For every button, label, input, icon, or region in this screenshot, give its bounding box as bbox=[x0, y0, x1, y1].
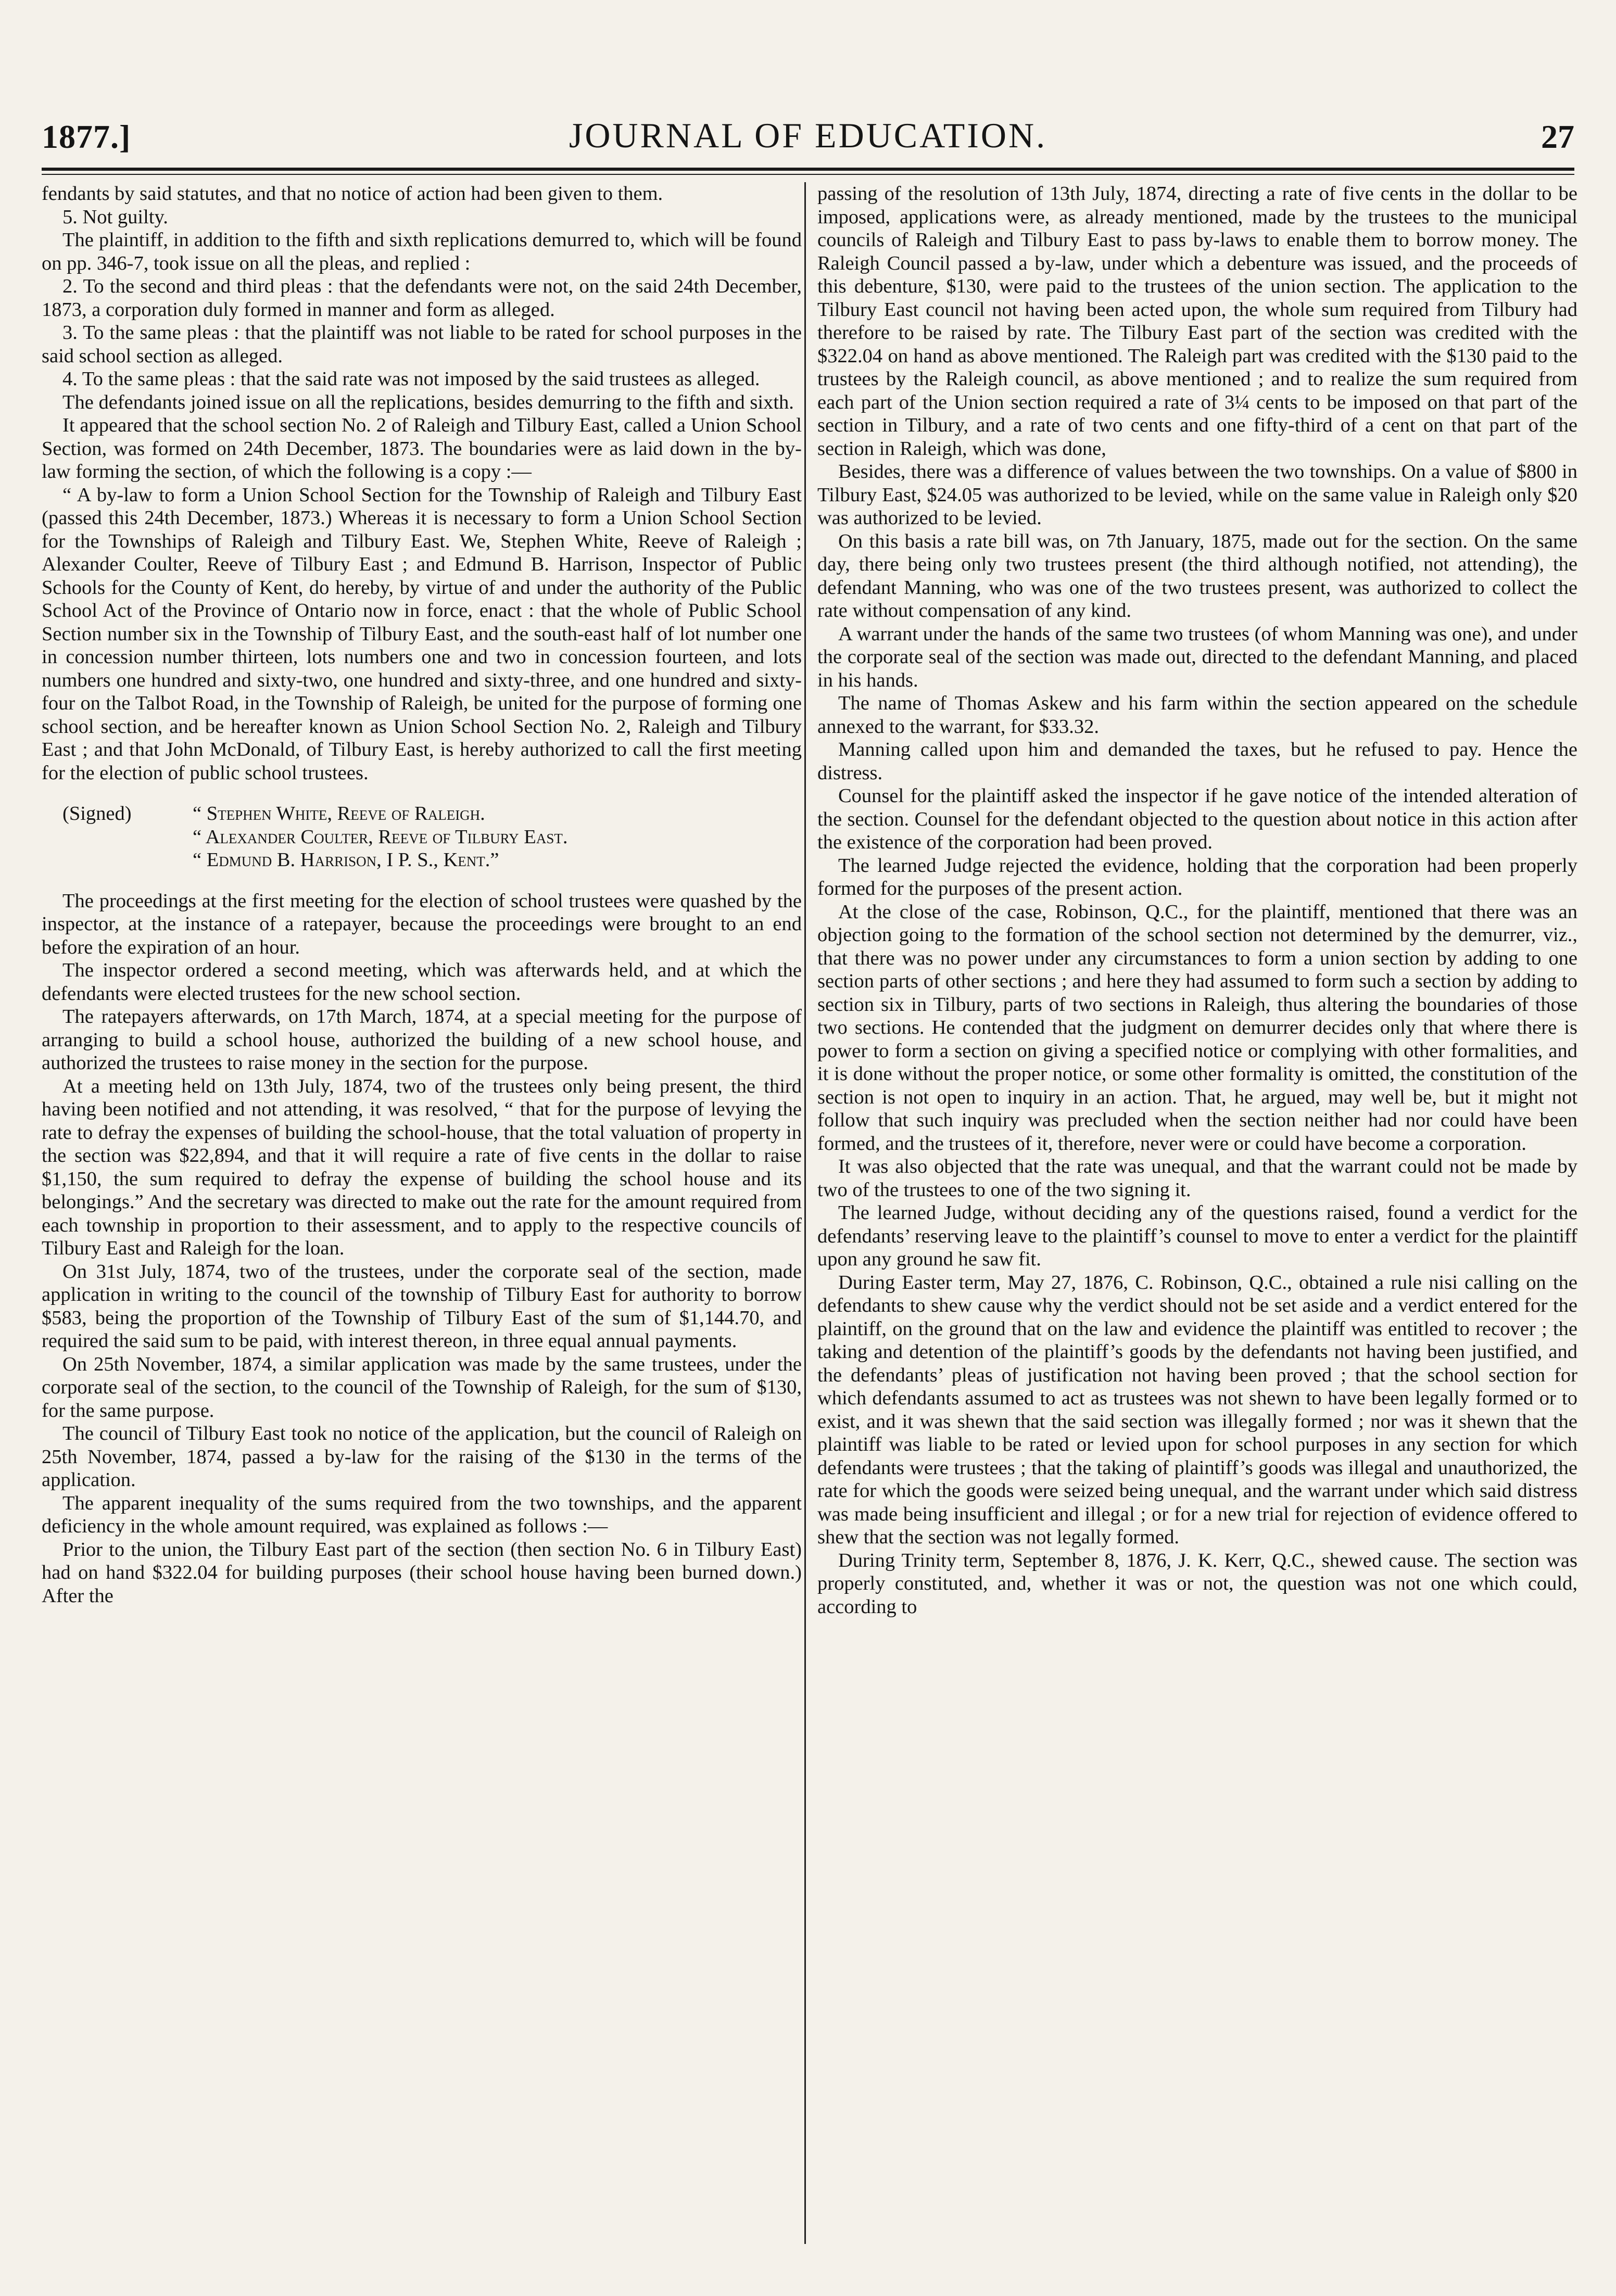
paragraph: The name of Thomas Askew and his farm within the section appeared on the schedule annexed to the warrant, for $33.32. bbox=[817, 692, 1577, 738]
paragraph: 2. To the second and third pleas : that the defendants were not, on the said 24th December, 1873, a corporation duly formed in manner and form as alleged. bbox=[42, 275, 802, 321]
right-column bbox=[817, 182, 1577, 2244]
paragraph: The ratepayers afterwards, on 17th March, 1874, at a special meeting for the purpose of arranging to build a school house, authorized the building of a new school house, and authorized the trustees to raise money in the section for the purpose. bbox=[42, 1006, 802, 1074]
paragraph: The learned Judge, without deciding any of the questions raised, found a verdict for the defendants’ reserving leave to the plaintiff’s counsel to move to enter a verdict for the plaintiff upon any ground he saw fit. bbox=[817, 1202, 1577, 1270]
header-rule-thick bbox=[42, 168, 1574, 171]
paragraph: It appeared that the school section No. 2 of Raleigh and Tilbury East, called a Union School Section, was formed on 24th December, 1873. The boundaries were as laid down in the by-law forming the section, of which the following is a copy :— bbox=[42, 414, 802, 483]
paragraph: Counsel for the plaintiff asked the inspector if he gave notice of the intended alteration of the section. Counsel for the defendant objected to the question about notice in this action after the existence of the corporation had been proved. bbox=[817, 785, 1577, 853]
paragraph: A warrant under the hands of the same two trustees (of whom Manning was one), and under the corporate seal of the section was made out, directed to the defendant Manning, and placed in his hands. bbox=[817, 623, 1577, 691]
paragraph: Prior to the union, the Tilbury East part of the section (then section No. 6 in Tilbury East) had on hand $322.04 for building purposes (their school house having been burned down.) After the bbox=[42, 1538, 802, 1607]
paragraph: During Easter term, May 27, 1876, C. Robinson, Q.C., obtained a rule nisi calling on the defendants to shew cause why the verdict should not be set aside and a verdict entered for the plaintiff, on the ground that on the law and evidence the plaintiff was entitled to recover ; the taking and detention of the plaintiff’s goods by the defendants not having been justified, and the defendants’ pleas of justification not having been proved ; that the school section for which defendants assumed to act as trustees was not shewn to have been legally formed or to exist, and it was shewn that the said section was illegally formed ; nor was it shewn that the plaintiff was liable to be rated or levied upon for school purposes in any section for which defendants were trustees ; that the taking of plaintiff’s goods was illegal and unauthorized, the rate for which the goods were seized being unequal, and the warrant under which said distress was made being insufficient and illegal ; or for a new trial for rejection of evidence offered to shew that the section was not legally formed. bbox=[817, 1271, 1577, 1548]
paragraph: The council of Tilbury East took no notice of the application, but the council of Raleigh on 25th November, 1874, passed a by-law for the raising of the $130 in the terms of the application. bbox=[42, 1423, 802, 1491]
signatory: “ Alexander Coulter, Reeve of Tilbury East. bbox=[193, 826, 568, 848]
paragraph: At the close of the case, Robinson, Q.C., for the plaintiff, mentioned that there was an objection going to the formation of the school section not determined by the demurrer, viz., that there was no power under any circumstances to form a union section by adding to one section parts of other sections ; and here they had assumed to form such a section by adding to section six in Tilbury, parts of two sections in Raleigh, thus altering the boundaries of those two sections. He contended that the judgment on demurrer decides only that where there is power to form a section on giving a specified notice or complying with other formalities, and it is done without the proper notice, or some other formality is omitted, the constitution of the section is not open to inquiry in an action. That, he argued, may well be, but it might not follow that such inquiry was precluded when the section neither had nor could have been formed, and the trustees of it, therefore, never were or could have become a corporation. bbox=[817, 900, 1577, 1155]
paragraph: The learned Judge rejected the evidence, holding that the corporation had been properly formed for the purposes of the present action. bbox=[817, 854, 1577, 899]
paragraph: On 31st July, 1874, two of the trustees, under the corporate seal of the section, made application in writing to the council of the township of Tilbury East for authority to borrow $583, being the proportion of the Township of Tilbury East of the sum of $1,144.70, and required the said sum to be paid, with interest thereon, in three equal annual payments. bbox=[42, 1260, 802, 1352]
header-rule-thin bbox=[42, 174, 1574, 175]
paragraph: fendants by said statutes, and that no notice of action had been given to them. bbox=[42, 183, 663, 205]
journal-title: JOURNAL OF EDUCATION. bbox=[569, 116, 1047, 155]
paragraph: 3. To the same pleas : that the plaintiff was not liable to be rated for school purposes in the said school section as alleged. bbox=[42, 322, 802, 367]
paragraph: During Trinity term, September 8, 1876, J. K. Kerr, Q.C., shewed cause. The section was properly constituted, and, whether it was or not, the question was not one which could, according to bbox=[817, 1549, 1577, 1618]
paragraph: Besides, there was a difference of values between the two townships. On a value of $800 in Tilbury East, $24.05 was authorized to be levied, while on the same value in Raleigh only $20 was authorized to be levied. bbox=[817, 461, 1577, 529]
bylaw-quote: “ A by-law to form a Union School Section for the Township of Raleigh and Tilbury East (passed this 24th December, 1873.) Whereas it is necessary to form a Union School Section for the Townships of Raleigh and Tilbury East. We, Stephen White, Reeve of Raleigh ; Alexander Coulter, Reeve of Tilbury East ; and Edmund B. Harrison, Inspector of Public Schools for the County of Kent, do hereby, by virtue of and under the authority of the Public School Act of the Province of Ontario now in force, enact : that the whole of Public School Section number six in the Township of Tilbury East, and the south-east half of lot number one in concession number thirteen, lots numbers one and two in concession fourteen, and lots numbers one hundred and sixty-two, one hundred and sixty-three, and one hundred and sixty-four on the Talbot Road, in the Township of Raleigh, be united for the purpose of forming one school section, and be hereafter known as Union School Section No. 2, Raleigh and Tilbury East ; and that John McDonald, of Tilbury East, is hereby authorized to call the first meeting for the election of public school trustees. bbox=[42, 484, 802, 784]
signatory: “ Edmund B. Harrison, I P. S., Kent.” bbox=[193, 849, 499, 871]
paragraph: The apparent inequality of the sums required from the two townships, and the apparent deficiency in the whole amount required, was explained as follows :— bbox=[42, 1492, 802, 1537]
left-column bbox=[42, 182, 802, 2244]
paragraph: The proceedings at the first meeting for the election of school trustees were quashed by the inspector, at the instance of a ratepayer, because the proceedings were brought to an end before the expiration of an hour. bbox=[42, 890, 802, 958]
header-year: 1877.] bbox=[42, 118, 131, 155]
signature-block bbox=[42, 802, 802, 872]
paragraph: The plaintiff, in addition to the fifth and sixth replications demurred to, which will be found on pp. 346-7, took issue on all the pleas, and replied : bbox=[42, 229, 802, 274]
paragraph: On this basis a rate bill was, on 7th January, 1875, made out for the section. On the same day, there being only two trustees present (the third although notified, not attending), the defendant Manning, who was one of the two trustees present, was authorized to collect the rate without compensation of any kind. bbox=[817, 530, 1577, 621]
page-header bbox=[42, 104, 1574, 167]
paragraph: On 25th November, 1874, a similar application was made by the same trustees, under the corporate seal of the section, to the council of the Township of Raleigh, for the sum of $130, for the same purpose. bbox=[42, 1353, 802, 1422]
signatory: “ Stephen White, Reeve of Raleigh. bbox=[193, 803, 485, 824]
paragraph: Manning called upon him and demanded the taxes, but he refused to pay. Hence the distress. bbox=[817, 739, 1577, 784]
paragraph: The defendants joined issue on all the replications, besides demurring to the fifth and sixth. bbox=[62, 391, 794, 413]
paragraph: At a meeting held on 13th July, 1874, two of the trustees only being present, the third having been notified and not attending, it was resolved, “ that for the purpose of levying the rate to defray the expenses of building the school-house, that the total valuation of property in the section was $22,894, and that it will require a rate of five cents in the dollar to raise $1,150, the sum required to defray the expense of building the school house and its belongings.” And the secretary was directed to make out the rate for the amount required from each township in proportion to their assessment, and to apply to the respective councils of Tilbury East and Raleigh for the loan. bbox=[42, 1075, 802, 1259]
paragraph: The inspector ordered a second meeting, which was afterwards held, and at which the defendants were elected trustees for the new school section. bbox=[42, 959, 802, 1005]
page-number: 27 bbox=[1541, 118, 1574, 155]
signed-label: (Signed) bbox=[62, 803, 132, 824]
column-divider bbox=[804, 182, 806, 2244]
paragraph: It was also objected that the rate was unequal, and that the warrant could not be made by two of the trustees to one of the two signing it. bbox=[817, 1156, 1577, 1201]
paragraph: 4. To the same pleas : that the said rate was not imposed by the said trustees as alleged. bbox=[62, 368, 760, 390]
paragraph: 5. Not guilty. bbox=[62, 206, 168, 228]
paragraph: passing of the resolution of 13th July, 1874, directing a rate of five cents in the dollar to be imposed, applications were, as already mentioned, made by the trustees to the municipal councils of Raleigh and Tilbury East to pass by-laws to enable them to borrow money. The Raleigh Council passed a by-law, under which a debenture was issued, and the proceeds of this debenture, $130, were paid to the trustees of the union section. The application to the Tilbury East council not having been acted upon, the whole sum required from Tilbury had therefore to be raised by rate. The Tilbury East part of the section was credited with the $322.04 on hand as above mentioned. The Raleigh part was credited with the $130 paid to the trustees by the Raleigh council, as above mentioned ; and to realize the sum required from each part of the Union section required a rate of 3¼ cents to be imposed on that part of the section in Tilbury, and a rate of two cents and one fifty-third of a cent on that part of the section in Raleigh, which was done, bbox=[817, 183, 1577, 460]
